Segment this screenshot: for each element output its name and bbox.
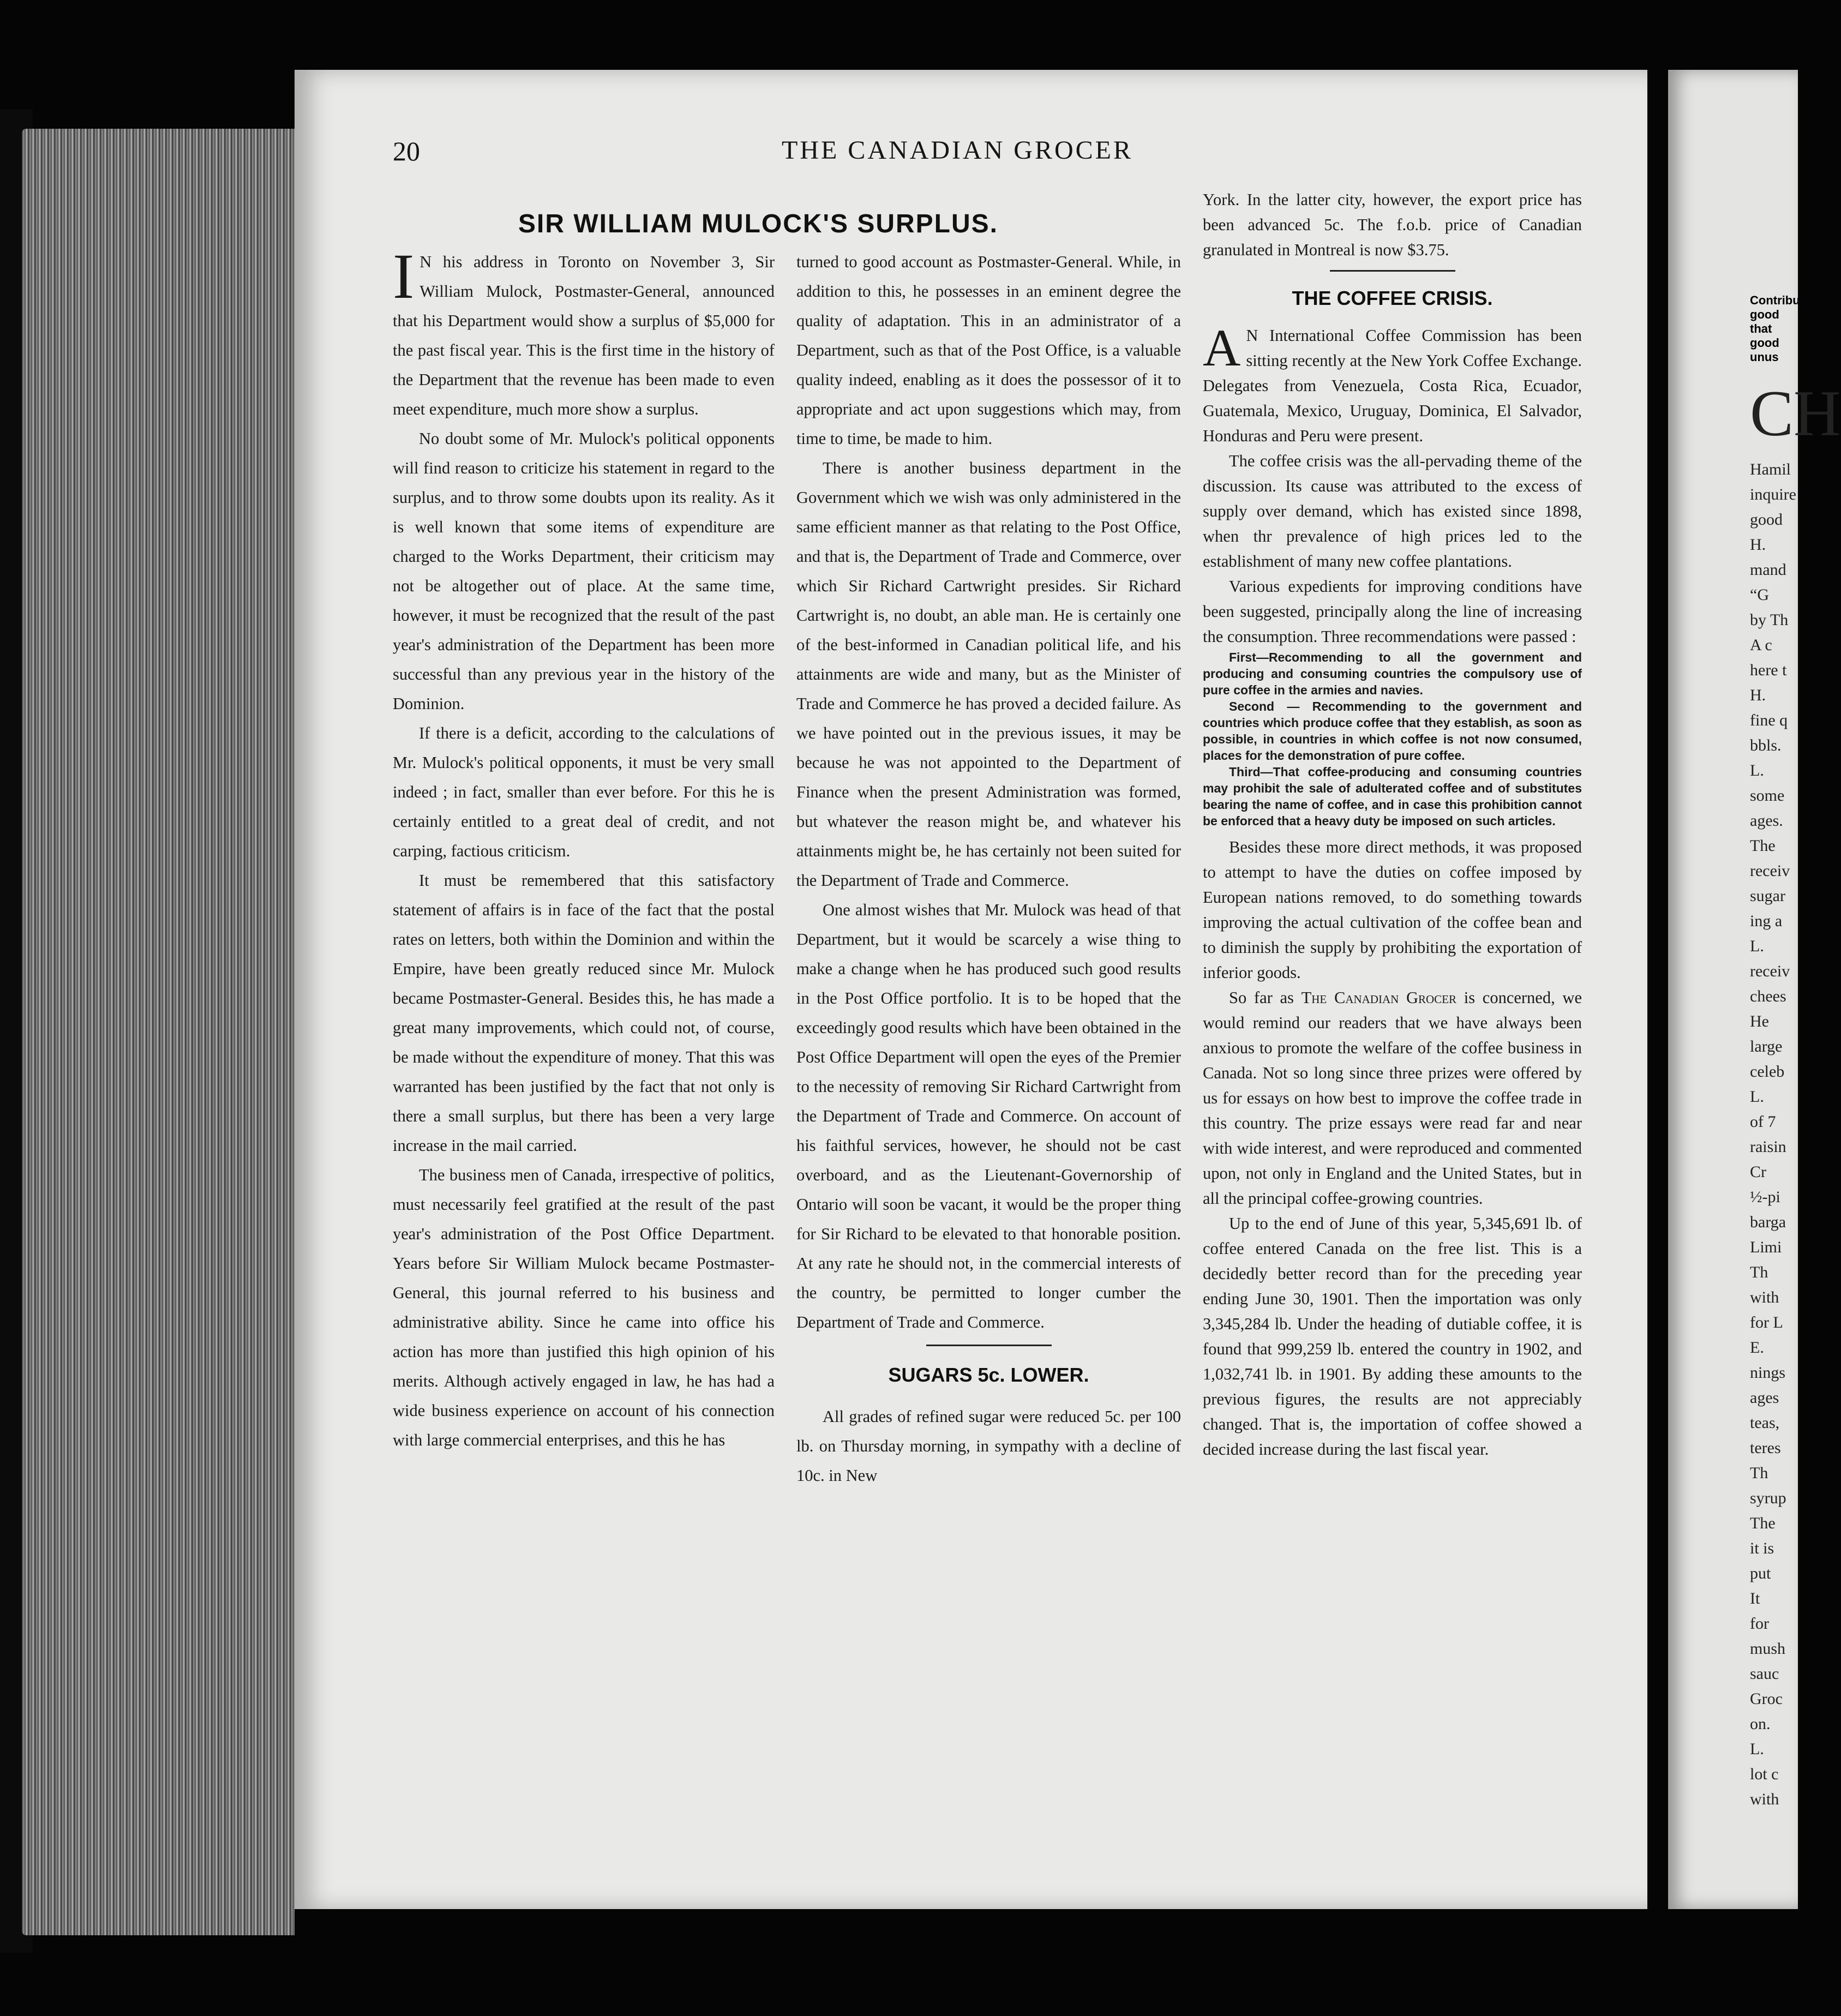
- next-page-word: Th: [1750, 1464, 1768, 1482]
- article-paragraph: A N International Coffee Commission has been sitting recently at the New York Coffee Exchange. Delegates from Venezuela, Costa Rica, Ecuador, Guatemala, Mexico, Uruguay, Dominica, El Salvador, Honduras and Peru were present.: [1203, 319, 1582, 445]
- next-page-column-fragment: [1750, 457, 1798, 1812]
- article-paragraph: So far as The Canadian Grocer is concerned, we would remind our readers that we have always been anxious to promote the welfare of the coffee business in Canada. Not so long since three prizes were offered by us for essays on how best to improve the coffee trade in this country. The prize essays were read far and near with wide interest, and were reproduced and commented upon, not only in England and the United States, but in all the principal coffee-growing countries.: [1203, 988, 1582, 1208]
- next-page-word: of 7: [1750, 1113, 1776, 1131]
- next-page-word: fine q: [1750, 711, 1788, 729]
- next-page-word: L.: [1750, 1088, 1764, 1106]
- page-number: 20: [393, 136, 420, 166]
- next-page-fragment-line: good: [1750, 308, 1779, 321]
- article-paragraph: If there is a deficit, according to the calculations of Mr. Mulock's political opponents, it must be very small indeed ; in fact, smaller than ever before. For this he is certainly entitled to a great deal of credit, and not carping, factious criticism.: [393, 724, 775, 860]
- next-page-word: receiv: [1750, 962, 1790, 980]
- article-headline-sugars: SUGARS 5c. LOWER.: [888, 1364, 1089, 1386]
- next-page-word: receiv: [1750, 862, 1790, 880]
- next-page-word: L.: [1750, 937, 1764, 955]
- next-page-word: A c: [1750, 636, 1772, 654]
- next-page-word: Limi: [1750, 1238, 1782, 1256]
- next-page-word: Cr: [1750, 1163, 1766, 1181]
- next-page-word: it is: [1750, 1539, 1774, 1557]
- article-paragraph: It must be remembered that this satisfactory statement of affairs is in face of the fact that the postal rates on letters, both within the Dominion and within the Empire, have been greatly reduced since Mr. Mulock became Postmaster-General. Besides this, he has made a great many improvements, which could not, of course, be made without the expenditure of money. That this was warranted has been justified by the fact that not only is there a small surplus, but there has been a very large increase in the mail carried.: [393, 871, 775, 1155]
- article-headline-mulock: SIR WILLIAM MULOCK'S SURPLUS.: [518, 209, 999, 238]
- next-page-word: raisin: [1750, 1138, 1786, 1156]
- column-2: [796, 247, 1181, 1490]
- recommendation: Third—That coffee-producing and consuming countries may prohibit the sale of adulterated coffee and of substitutes bearing the name of coffee, and in case this prohibition cannot be enforced that a heavy duty be imposed on such articles.: [1203, 765, 1582, 828]
- article-paragraph: I N his address in Toronto on November 3, Sir William Mulock, Postmaster-General, announced that his Department would show a surplus of $5,000 for the past fiscal year. This is the first time in the history of the Department that the revenue has been made to even meet expenditure, much more show a surplus.: [393, 241, 775, 418]
- newspaper-page: [295, 70, 1647, 1909]
- article-paragraph: Up to the end of June of this year, 5,345,691 lb. of coffee entered Canada on the free list. This is a decidedly better record than for the preceding year ending June 30, 1901. Then the importation was only 3,345,284 lb. Under the heading of dutiable coffee, it is found that 999,259 lb. entered the country in 1902, and 1,032,741 lb. in 1901. By adding these amounts to the previous figures, the results are not appreciably changed. That is, the importation of coffee showed a decided increase during the last fiscal year.: [1203, 1214, 1582, 1459]
- article-headline-coffee: THE COFFEE CRISIS.: [1292, 287, 1493, 309]
- next-page-fragment-line: unus: [1750, 350, 1779, 364]
- next-page-word: It: [1750, 1589, 1760, 1607]
- next-page-fragment-line: Contribu: [1750, 293, 1800, 307]
- next-page-word: sauc: [1750, 1665, 1779, 1683]
- next-page-word: ing a: [1750, 912, 1783, 930]
- next-page-word: good: [1750, 511, 1783, 529]
- next-page-word: He: [1750, 1012, 1769, 1030]
- next-page-heading-fragment: [1750, 293, 1798, 364]
- next-page-word: put: [1750, 1564, 1771, 1582]
- next-page-word: on.: [1750, 1715, 1771, 1733]
- next-page-word: some: [1750, 787, 1785, 805]
- next-page-word: syrup: [1750, 1489, 1786, 1507]
- next-page-word: for: [1750, 1615, 1769, 1633]
- next-page-word: nings: [1750, 1364, 1786, 1382]
- next-page-word: Hamil: [1750, 460, 1791, 478]
- article-paragraph: One almost wishes that Mr. Mulock was head of that Department, but it would be scarcely a wise thing to make a change when he has produced such good results in the Post Office portfolio. It is to be hoped that the exceedingly good results which have been obtained in the Post Office Department will open the eyes of the Premier to the necessity of removing Sir Richard Cartwright from the Department of Trade and Commerce. On account of his faithful services, however, he should not be cast overboard, and as the Lieutenant-Governorship of Ontario will soon be vacant, it would be the proper thing for Sir Richard to be elevated to that honorable position. At any rate he should not, in the commercial interests of the country, be permitted to longer cumber the Department of Trade and Commerce.: [796, 901, 1181, 1331]
- next-page-word: E.: [1750, 1339, 1764, 1357]
- next-page-word: bbls.: [1750, 736, 1782, 754]
- next-page-word: here t: [1750, 661, 1787, 679]
- next-page-word: lot c: [1750, 1765, 1779, 1783]
- next-page-word: L.: [1750, 1740, 1764, 1758]
- next-page-word: inquire: [1750, 485, 1796, 503]
- article-paragraph: Various expedients for improving conditions have been suggested, principally along the line of increasing the consumption. Three recommendations were passed :: [1203, 577, 1582, 646]
- column-1: [393, 241, 775, 1455]
- section-rule: [1330, 270, 1455, 272]
- next-page-word: mand: [1750, 561, 1786, 579]
- next-page-fragment-line: that: [1750, 322, 1772, 335]
- next-page-word: ½-pi: [1750, 1188, 1780, 1206]
- next-page-word: sugar: [1750, 887, 1785, 905]
- next-page-fragment-line: good: [1750, 336, 1779, 350]
- article-paragraph: There is another business department in the Government which we wish was only administered in the same efficient manner as that relating to the Post Office, and that is, the Department of Trade and Commerce, over which Sir Richard Cartwright presides. Sir Richard Cartwright is, no doubt, an able man. He is certainly one of the best-informed in Canadian political life, and his attainments are wide and many, but as the Minister of Trade and Commerce he has proved a decided failure. As we have pointed out in the previous issues, it may be because he was not appointed to the Department of Finance when the present Administration was formed, but whatever the reason might be, and whatever his attainments might be, he has certainly not been suited for the Department of Trade and Commerce.: [796, 459, 1181, 890]
- next-page-word: teres: [1750, 1439, 1781, 1457]
- next-page-word: celeb: [1750, 1063, 1785, 1081]
- next-page-word: teas,: [1750, 1414, 1780, 1432]
- next-page-word: “G: [1750, 586, 1769, 604]
- next-page-word: by Th: [1750, 611, 1789, 629]
- drop-cap: I: [393, 241, 415, 312]
- next-page-word: The: [1750, 1514, 1776, 1532]
- recommendation: Second — Recommending to the government and countries which produce coffee that they establish, as soon as possible, in countries in which coffee is not now consumed, places for the demonstration of pure coffee.: [1203, 699, 1582, 763]
- journal-title: THE CANADIAN GROCER: [782, 136, 1133, 165]
- recommendation: First—Recommending to all the government and producing and consuming countries the compulsory use of pure coffee in the armies and navies.: [1203, 650, 1582, 697]
- column-3: [1203, 187, 1582, 1462]
- next-page-word: with: [1750, 1790, 1779, 1808]
- article-paragraph: The business men of Canada, irrespective of politics, must necessarily feel gratified at the result of the past year's administration of the Post Office Department. Years before Sir William Mulock became Postmaster-General, this journal referred to his business and administrative ability. Since he came into office his action has more than justified this high opinion of his merits. Although actively engaged in law, he has had a wide business experience on account of his connection with large commercial enterprises, and this he has: [393, 1166, 775, 1449]
- article-paragraph: No doubt some of Mr. Mulock's political opponents will find reason to criticize his statement in regard to the surplus, and to throw some doubts upon its reality. As it is well known that some items of expenditure are charged to the Works Department, their criticism may not be altogether out of place. At the same time, however, it must be recognized that the result of the past year's administration of the Department has been more successful than any previous year in the history of the Dominion.: [393, 429, 775, 713]
- drop-cap: A: [1203, 319, 1241, 377]
- next-page-word: H.: [1750, 686, 1766, 704]
- next-page-word: Th: [1750, 1263, 1768, 1281]
- article-paragraph: York. In the latter city, however, the export price has been advanced 5c. The f.o.b. price of Canadian granulated in Montreal is now $3.75.: [1203, 190, 1582, 259]
- next-page-word: chees: [1750, 987, 1786, 1005]
- page-header: [393, 135, 1647, 179]
- next-page-fragment: [1668, 70, 1841, 1909]
- next-page-word: for L: [1750, 1313, 1783, 1331]
- next-page-word: ages: [1750, 1389, 1779, 1407]
- next-page-word: The: [1750, 837, 1776, 855]
- section-rule: [926, 1345, 1052, 1346]
- next-page-initial: CH: [1750, 377, 1841, 449]
- next-page-word: barga: [1750, 1213, 1786, 1231]
- next-page-word: large: [1750, 1037, 1783, 1055]
- next-page-word: mush: [1750, 1640, 1786, 1658]
- next-page-word: Groc: [1750, 1690, 1783, 1708]
- article-paragraph: All grades of refined sugar were reduced 5c. per 100 lb. on Thursday morning, in sympathy with a decline of 10c. in New: [796, 1407, 1181, 1485]
- next-page-word: with: [1750, 1288, 1779, 1306]
- next-page-word: L.: [1750, 761, 1764, 779]
- next-page-word: H.: [1750, 536, 1766, 554]
- book-page-edges: [22, 129, 295, 1935]
- article-paragraph: turned to good account as Postmaster-General. While, in addition to this, he possesses in an eminent degree the quality of adaptation. This in an administrator of a Department, such as that of the Post Office, is a valuable quality indeed, enabling as it does the possessor of it to appropriate and act upon suggestions which may, from time to time, be made to him.: [796, 253, 1181, 448]
- article-paragraph: The coffee crisis was the all-pervading theme of the discussion. Its cause was attributed to the excess of supply over demand, which has existed since 1898, when thr prevalence of high prices led to the establishment of many new coffee plantations.: [1203, 452, 1582, 571]
- article-paragraph: Besides these more direct methods, it was proposed to attempt to have the duties on coffee imposed by European nations removed, to do something towards improving the actual cultivation of the coffee bean and to diminish the supply by prohibiting the exportation of inferior goods.: [1203, 838, 1582, 982]
- next-page-word: ages.: [1750, 812, 1783, 830]
